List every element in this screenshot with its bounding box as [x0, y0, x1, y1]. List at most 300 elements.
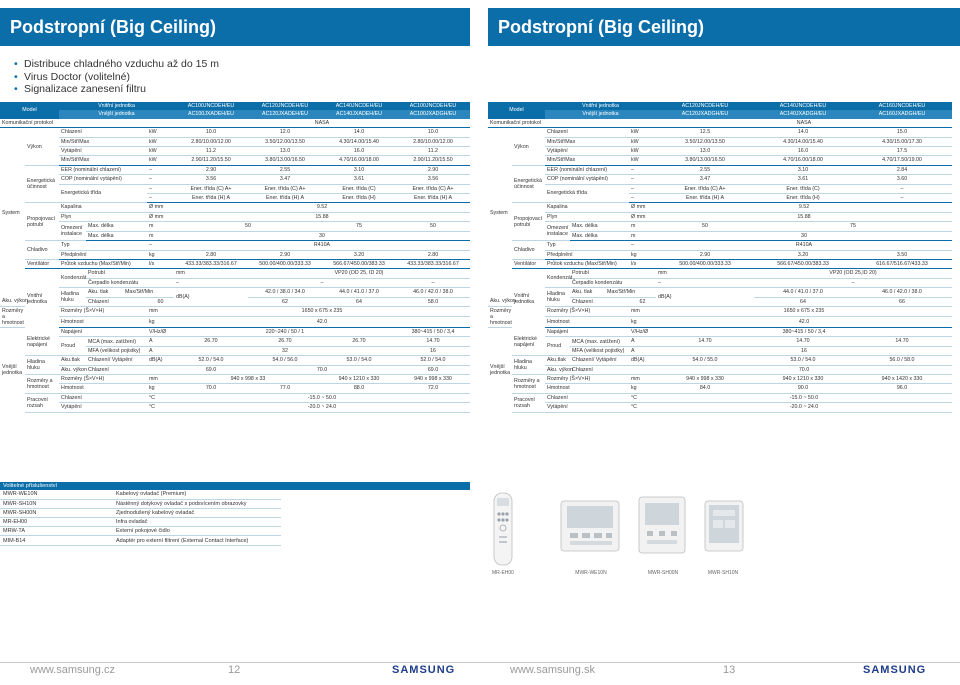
energy-group: Energetická účinnost — [512, 165, 545, 203]
cell-value: 2.90 — [248, 250, 322, 259]
row-sublabel: Chlazení — [86, 365, 174, 374]
cell-value: 44.0 / 41.0 / 37.0 — [754, 288, 852, 297]
row-label: Min/Stř/Max — [545, 156, 629, 165]
row-label: Chlazení — [59, 393, 147, 402]
cell-value: – — [248, 278, 396, 287]
row-label: EER (nominální chlazení) — [545, 165, 629, 174]
noise-group-outdoor: Hladina hluku — [512, 356, 545, 375]
row-sublabel: Max. délka — [86, 231, 147, 240]
row-unit: kW — [147, 128, 174, 137]
condensate-group: Kondenzát — [545, 269, 570, 288]
cell-value: 54.0 / 56.0 — [248, 356, 322, 365]
indoor-model: AC120JNCDEH/EU — [656, 102, 754, 110]
cell-value: 70.0 — [174, 384, 248, 393]
cell-value: 14.70 — [852, 337, 952, 346]
cell-value: 14.0 — [322, 128, 396, 137]
row-label: Aku. tlak — [86, 288, 123, 297]
cell-value: 2.55 — [248, 165, 322, 174]
cell-value: 69.0 — [396, 365, 470, 374]
cell-value: 32 — [174, 346, 396, 355]
cell-value: Ener. třída (C) — [322, 184, 396, 193]
page-number: 12 — [228, 664, 241, 676]
row-sublabel: Chlazení — [570, 297, 629, 306]
row-unit: – — [629, 175, 656, 184]
row-label: Omezení instalace — [59, 222, 86, 241]
cell-value: 53.0 / 54.0 — [754, 356, 852, 365]
row-unit: kg — [629, 250, 656, 259]
row-label: Aku. výkon — [488, 297, 512, 306]
row-label: Předplnění — [59, 250, 147, 259]
device-caption: MWR-WE10N — [575, 570, 607, 576]
row-label: Energetická třída — [59, 184, 147, 203]
cell-value: Ener. třída (H) — [754, 194, 852, 203]
wired-controller-image — [560, 500, 620, 552]
accessory-code: MIM-B14 — [0, 536, 113, 545]
cell-value: 500.00/400.00/333.33 — [656, 259, 754, 268]
accessory-code: MWR-WE10N — [0, 490, 113, 499]
indoor-model: AC160JNCDEH/EU — [852, 102, 952, 110]
cell-value: 26.70 — [248, 337, 322, 346]
indoor-section: Vnitřní jednotka — [514, 292, 535, 305]
table-row — [0, 536, 281, 545]
row-label: Rozměry (Š×V×H) — [545, 374, 629, 383]
system-group: System — [2, 209, 20, 216]
cell-value: 3.10 — [322, 165, 396, 174]
row-unit: – — [629, 184, 656, 193]
row-label: Chlazení — [545, 128, 629, 137]
model-label: Model — [0, 102, 59, 119]
device-caption: MWR-SH10N — [707, 570, 739, 576]
vykon-group: Výkon — [512, 128, 545, 166]
cell-value: 14.0 — [754, 128, 852, 137]
row-label: Rozměry (Š×V×H) — [59, 306, 147, 317]
accessories-header: Volitelné příslušenství — [0, 482, 470, 490]
cell-value: 4.30/14.00/15.40 — [322, 137, 396, 146]
cell-value: 26.70 — [322, 337, 396, 346]
row-label: Aku. výkon — [61, 366, 87, 373]
row-label: Rozměry (Š×V×H) — [545, 306, 629, 317]
outdoor-model: AC100JXADGH/EU — [396, 110, 470, 118]
row-label: Vytápění — [545, 403, 629, 412]
row-label: Hmotnost — [59, 384, 147, 393]
indoor-model: AC100JNCDEH/EU — [174, 102, 248, 110]
working-range-group: Pracovní rozsah — [512, 393, 545, 412]
cell-value: 616.67/516.67/433.33 — [852, 259, 952, 268]
cell-value: 50 — [656, 222, 754, 231]
table-row — [0, 508, 281, 517]
dimensions-group-outdoor: Rozměry a hmotnost — [25, 374, 59, 393]
cell-value: 4.70/16.00/18.00 — [322, 156, 396, 165]
refrigerant-group: Chladivo — [25, 241, 59, 260]
energy-group: Energetická účinnost — [25, 165, 59, 203]
cell-value: 75 — [754, 222, 952, 231]
cell-value: 940 x 1210 x 330 — [754, 374, 852, 383]
row-sublabel: Chlazení — [86, 297, 147, 306]
row-unit: – — [147, 184, 174, 193]
cell-value: 53.0 / 54.0 — [322, 356, 396, 365]
cell-value: 380~415 / 50 / 3,4 — [396, 328, 470, 337]
row-unit: m — [147, 222, 174, 231]
row-unit: A — [147, 337, 174, 346]
dimensions-group: Rozměry a hmotnost — [490, 307, 512, 326]
cell-value: 72.0 — [396, 384, 470, 393]
row-unit: A — [629, 346, 656, 355]
row-label: Hmotnost — [59, 317, 147, 328]
model-label: Model — [488, 102, 545, 119]
row-label: Aku.tlak — [545, 356, 570, 365]
row-unit: kW — [147, 147, 174, 156]
cell-value: R410A — [656, 241, 952, 250]
row-label: Aku. výkon — [0, 297, 25, 306]
footer-divider — [480, 662, 960, 663]
cell-value: 46.0 / 42.0 / 38.0 — [852, 288, 952, 297]
row-unit: V/Hz/Ø — [147, 328, 174, 337]
cell-value: 16.0 — [754, 147, 852, 156]
cell-value: 88.0 — [322, 384, 396, 393]
working-range-group: Pracovní rozsah — [25, 393, 59, 412]
accessory-illustrations — [480, 492, 960, 570]
footer-divider — [0, 662, 480, 663]
indoor-unit-label: Vnitřní jednotka — [545, 102, 656, 110]
cell-value: 2.80/10.00/12.00 — [396, 137, 470, 146]
indoor-model: AC100JNCDEH/EU — [396, 102, 470, 110]
footer-url-link[interactable]: www.samsung.cz — [30, 664, 115, 676]
row-sublabel: Chlazení/ Vytápění — [86, 356, 147, 365]
indoor-model: AC140JNCDEH/EU — [754, 102, 852, 110]
row-label: Typ — [59, 241, 147, 250]
row-label: Hmotnost — [545, 317, 629, 328]
cell-value: Ener. třída (C) A+ — [174, 184, 248, 193]
table-row — [0, 518, 281, 527]
row-sublabel: Max/Stř/Min — [123, 288, 174, 297]
outdoor-model: AC160JXADGH/EU — [852, 110, 952, 118]
cell-value: Ener. třída (H) A — [656, 194, 754, 203]
outdoor-model: AC120JXADEH/EU — [248, 110, 322, 118]
cell-value: -20.0 ~ 24.0 — [174, 403, 470, 412]
spec-table — [0, 102, 470, 413]
row-unit: – — [629, 165, 656, 174]
cell-value: 16 — [396, 346, 470, 355]
row-unit: kg — [147, 317, 174, 328]
row-sublabel: Max. délka — [570, 222, 629, 231]
row-sublabel: MFA (velikost pojistky) — [570, 346, 629, 355]
cell-value: 3.60 — [852, 175, 952, 184]
samsung-logo: SAMSUNG — [392, 664, 456, 676]
cell-value: 3.50/12.00/13.50 — [248, 137, 322, 146]
cell-value: 3.56 — [396, 175, 470, 184]
row-unit: dB(A) — [656, 288, 754, 307]
protocol-label: Komunikační protokol — [0, 119, 174, 128]
row-sublabel: Chlazení — [570, 365, 656, 374]
row-unit: V/Hz/Ø — [629, 328, 656, 337]
row-unit: Ø mm — [629, 203, 656, 212]
cell-value: 30 — [656, 231, 952, 240]
page-number: 13 — [723, 664, 736, 676]
cell-value: 52.0 / 54.0 — [174, 356, 248, 365]
cell-value: 3.47 — [656, 175, 754, 184]
power-group: Elektrické napájení — [25, 328, 59, 356]
cell-value: 3.20 — [754, 250, 852, 259]
row-label: Rozměry (Š×V×H) — [59, 374, 147, 383]
row-unit: dB(A) — [629, 356, 656, 365]
cell-value: 3.20 — [322, 250, 396, 259]
cell-value: 46.0 / 42.0 / 38.0 — [396, 288, 470, 297]
cell-value: 17.5 — [852, 147, 952, 156]
row-sublabel: MFA (velikost pojistky) — [86, 346, 147, 355]
noise-group: Hladina hluku — [59, 288, 86, 307]
cell-value: 220~240 / 50 / 1 — [174, 328, 396, 337]
cell-value: 940 x 998 x 33 — [174, 374, 322, 383]
cell-value: 70.0 — [656, 365, 952, 374]
cell-value: 433.33/383.33/316.67 — [174, 259, 248, 268]
cell-value: 12.5 — [656, 128, 754, 137]
cell-value: 90.0 — [754, 384, 852, 393]
row-unit: – — [147, 165, 174, 174]
row-label: Vytápění — [59, 147, 147, 156]
cell-value: R410A — [174, 241, 470, 250]
cell-value: 70.0 — [248, 365, 396, 374]
accessories-section — [0, 482, 470, 546]
right-page — [480, 0, 960, 685]
row-label: Aku. tlak — [570, 288, 605, 297]
accessory-code: MWR-SH00N — [0, 508, 113, 517]
row-sublabel: Max. délka — [86, 222, 147, 231]
cell-value: 14.70 — [656, 337, 754, 346]
outdoor-section: Vnější jednotka — [490, 364, 511, 377]
row-label: Chlazení — [59, 128, 147, 137]
cell-value: Ener. třída (C) — [754, 184, 852, 193]
accessory-desc: Kabelový ovladač (Premium) — [113, 490, 281, 499]
cell-value: Ener. třída (H) A — [396, 194, 470, 203]
cell-value: 66 — [852, 297, 952, 306]
cell-value: 62 — [248, 297, 322, 306]
outdoor-unit-label: Vnější jednotka — [59, 110, 174, 118]
row-label: Energetická třída — [545, 184, 629, 203]
cell-value: 4.30/15.00/17.30 — [852, 137, 952, 146]
table-row — [0, 527, 281, 536]
feature-list — [14, 58, 219, 96]
cell-value: 2.80 — [396, 250, 470, 259]
page-title: Podstropní (Big Ceiling) — [488, 8, 960, 46]
cell-value: 1650 x 675 x 235 — [174, 306, 470, 317]
row-label: Plyn — [59, 212, 147, 221]
cell-value: -20.0 ~ 24.0 — [656, 403, 952, 412]
cell-value: – — [754, 278, 952, 287]
cell-value: 64 — [322, 297, 396, 306]
cell-value: 380~415 / 50 / 3,4 — [656, 328, 952, 337]
accessory-desc: Adaptér pro externí filtrení (External Contact Interface) — [113, 536, 281, 545]
cell-value: 2.80 — [174, 250, 248, 259]
row-unit: – — [629, 241, 656, 250]
cell-value: 44.0 / 41.0 / 37.0 — [322, 288, 396, 297]
row-unit: – — [629, 194, 656, 203]
row-unit: mm — [174, 269, 248, 278]
row-unit: l/s — [629, 259, 656, 268]
device-caption: MWR-SH00N — [647, 570, 679, 576]
cell-value: Ener. třída (C) A+ — [656, 184, 754, 193]
cell-value: 940 x 1420 x 330 — [852, 374, 952, 383]
row-unit: Ø mm — [629, 212, 656, 221]
cell-value: 3.56 — [174, 175, 248, 184]
outdoor-section: Vnější jednotka — [2, 364, 23, 377]
spec-table — [488, 102, 952, 413]
cell-value: 2.55 — [656, 165, 754, 174]
dimensions-group-outdoor: Rozměry a hmotnost — [512, 374, 545, 393]
simple-controller-image — [638, 496, 686, 554]
row-unit: dB(A) — [174, 288, 248, 307]
cell-value: 77.0 — [248, 384, 322, 393]
cell-value: 75 — [322, 222, 396, 231]
cell-value: 4.70/17.50/19.00 — [852, 156, 952, 165]
row-label: Vytápění — [59, 403, 147, 412]
power-group: Elektrické napájení — [512, 328, 545, 356]
indoor-model: AC140JNCDEH/EU — [322, 102, 396, 110]
row-unit: kW — [147, 156, 174, 165]
row-label: Potrubí — [570, 269, 656, 278]
row-label: Proud — [545, 337, 570, 356]
cell-value: 940 x 998 x 330 — [396, 374, 470, 383]
page-title: Podstropní (Big Ceiling) — [0, 8, 470, 46]
accessory-code: MR-EH00 — [0, 518, 113, 527]
cell-value: 2.90 — [656, 250, 754, 259]
cell-value: Ener. třída (C) A+ — [396, 184, 470, 193]
cell-value: 2.84 — [852, 165, 952, 174]
footer-url-link[interactable]: www.samsung.sk — [510, 664, 595, 676]
cell-value: 42.0 — [656, 317, 952, 328]
row-label: Kapalina — [545, 203, 629, 212]
cell-value: 2.80/10.00/12.00 — [174, 137, 248, 146]
protocol-value: NASA — [174, 119, 470, 128]
row-unit: mm — [147, 374, 174, 383]
row-unit: – — [656, 278, 754, 287]
refrigerant-group: Chladivo — [512, 241, 545, 260]
outdoor-model: AC100JXADEH/EU — [174, 110, 248, 118]
row-label: Průtok vzduchu (Max/Stř/Min) — [545, 259, 629, 268]
cell-value: 50 — [174, 222, 322, 231]
vykon-group: Výkon — [25, 128, 59, 166]
row-unit: °C — [147, 403, 174, 412]
row-label: Kapalina — [59, 203, 147, 212]
row-unit: – — [174, 278, 248, 287]
row-unit: l/s — [147, 259, 174, 268]
cell-value: 4.70/16.00/18.00 — [754, 156, 852, 165]
cell-value: 2.90 — [396, 165, 470, 174]
cell-value: 2.90 — [174, 165, 248, 174]
cell-value: 2.90/11.20/15.50 — [174, 156, 248, 165]
noise-group: Hladina hluku — [545, 288, 570, 307]
cell-value: 4.30/14.00/15.40 — [754, 137, 852, 146]
cell-value: -15.0 ~ 50.0 — [656, 393, 952, 402]
accessory-desc: Infra ovladač — [113, 518, 281, 527]
row-unit: kg — [147, 384, 174, 393]
cell-value: 42.0 — [174, 317, 470, 328]
row-label: Napájení — [59, 328, 147, 337]
table-row — [0, 499, 281, 508]
row-unit: mm — [656, 269, 754, 278]
cell-value: 3.47 — [248, 175, 322, 184]
protocol-label: Komunikační protokol — [488, 119, 656, 128]
cell-value: 3.80/13.00/16.50 — [656, 156, 754, 165]
row-label: Průtok vzduchu (Max/Stř/Min) — [59, 259, 147, 268]
row-unit: Ø mm — [147, 212, 174, 221]
row-unit: mm — [147, 306, 174, 317]
cell-value: 566.67/450.00/383.33 — [322, 259, 396, 268]
row-unit: kW — [629, 156, 656, 165]
accessory-desc: Zjednodušený kabelový ovladač — [113, 508, 281, 517]
row-label: COP (nominální vytápění) — [545, 175, 629, 184]
device-caption: MR-EH00 — [492, 570, 514, 576]
cell-value: 13.0 — [248, 147, 322, 156]
cell-value: 940 x 998 x 330 — [656, 374, 754, 383]
cell-value: – — [396, 278, 470, 287]
cell-value: 500.00/400.00/333.33 — [248, 259, 322, 268]
cell-value: Ener. třída (H) A — [248, 194, 322, 203]
outdoor-model: AC120JXADGH/EU — [656, 110, 754, 118]
row-label: Čerpadlo kondenzátu — [86, 278, 174, 287]
cell-value: 3.61 — [754, 175, 852, 184]
cell-value: 52.0 / 54.0 — [396, 356, 470, 365]
cell-value: 566.67/450.00/383.33 — [754, 259, 852, 268]
cell-value: 1650 x 675 x 235 — [656, 306, 952, 317]
row-unit: m — [147, 231, 174, 240]
accessories-table — [0, 490, 281, 546]
row-unit: mm — [629, 306, 656, 317]
system-group: System — [490, 209, 508, 216]
row-unit: – — [147, 175, 174, 184]
cell-value: 9.52 — [656, 203, 952, 212]
cell-value: 96.0 — [852, 384, 952, 393]
row-label: Min/Stř/Max — [59, 137, 147, 146]
piping-group: Propojovací potrubí — [25, 203, 59, 241]
cell-value: -15.0 ~ 50.0 — [174, 393, 470, 402]
accessory-desc: Externí pokojové čidlo — [113, 527, 281, 536]
cell-value: 84.0 — [656, 384, 754, 393]
cell-value: VP20 (OD 25, ID 20) — [248, 269, 470, 278]
row-label: Plyn — [545, 212, 629, 221]
cell-value: 30 — [174, 231, 470, 240]
cell-value: 58.0 — [396, 297, 470, 306]
feature-item: • Signalizace zanesení filtru — [14, 83, 219, 96]
row-label: Vytápění — [545, 147, 629, 156]
cell-value: 3.50/12.00/13.50 — [656, 137, 754, 146]
row-label: Hmotnost — [545, 384, 629, 393]
piping-group: Propojovací potrubí — [512, 203, 545, 241]
cell-value: Ener. třída (C) A+ — [248, 184, 322, 193]
row-unit: kW — [147, 137, 174, 146]
cell-value: – — [852, 184, 952, 193]
row-unit: kg — [629, 317, 656, 328]
feature-item: • Virus Doctor (volitelné) — [14, 71, 219, 84]
row-sublabel: MCA (max. zatížení) — [570, 337, 629, 346]
cell-value: Ener. třída (H) A — [174, 194, 248, 203]
row-unit: mm — [629, 374, 656, 383]
accessory-desc: Nástěnný dotykový ovladač s podsvícením obrazovky — [113, 499, 281, 508]
row-unit: kW — [629, 147, 656, 156]
fan-group: Ventilátor — [512, 259, 545, 268]
row-unit: m — [629, 231, 656, 240]
cell-value: 3.50 — [852, 250, 952, 259]
row-label: Omezení instalace — [545, 222, 570, 241]
row-sublabel: Max/Stř/Min — [605, 288, 656, 297]
feature-item: • Distribuce chladného vzduchu až do 15 m — [14, 58, 219, 71]
cell-value: 3.10 — [754, 165, 852, 174]
row-unit: °C — [629, 403, 656, 412]
row-label: Min/Stř/Max — [59, 156, 147, 165]
cell-value: 16 — [656, 346, 952, 355]
row-unit: dB(A) — [147, 356, 174, 365]
cell-value: Ener. třída (H) — [322, 194, 396, 203]
row-label: Aku. výkon — [547, 366, 573, 373]
